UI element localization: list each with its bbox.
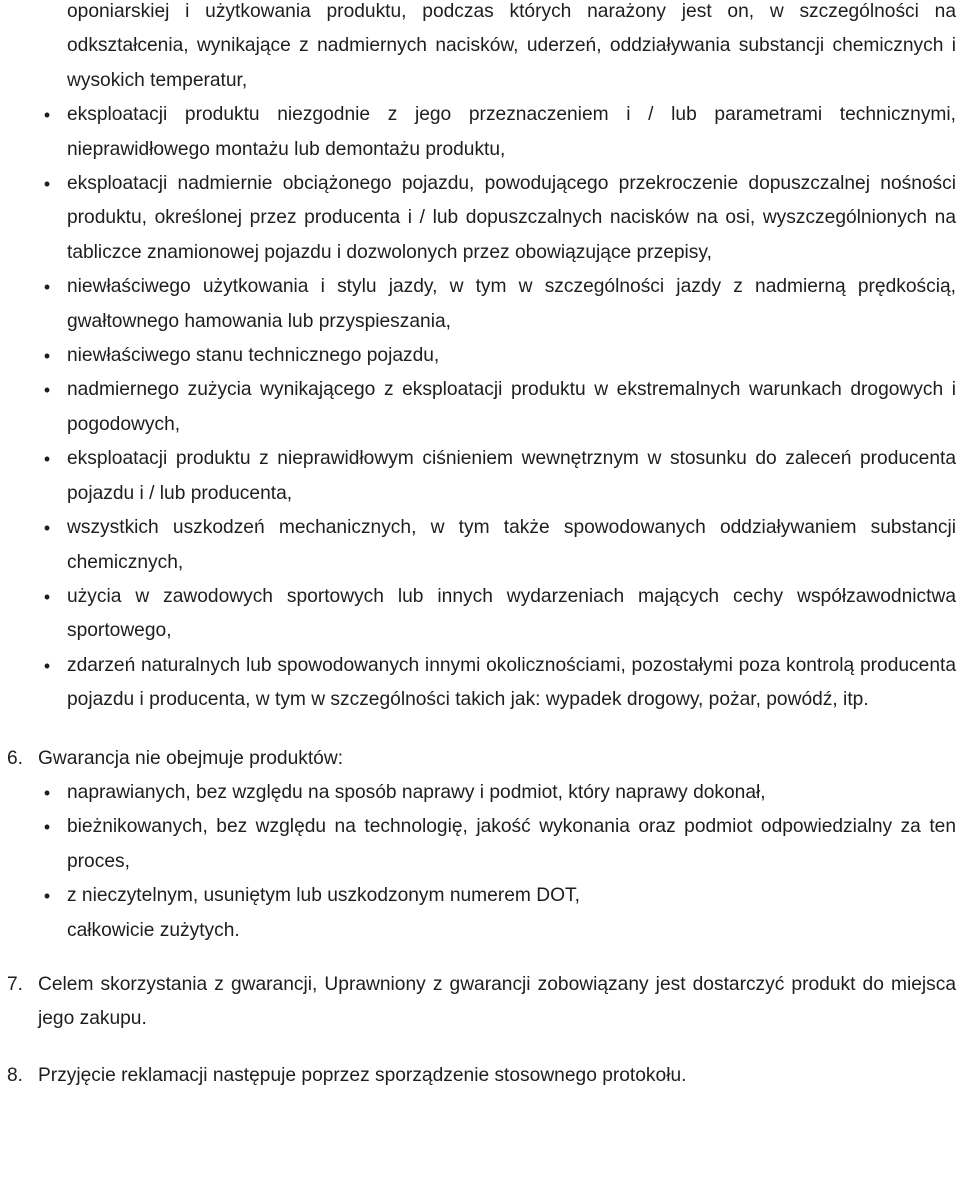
bullet-icon: •: [43, 380, 51, 401]
list-item-text: użycia w zawodowych sportowych lub innych wydarzeniach mających cechy współzawodnictwa sportowego,: [67, 585, 956, 642]
list-item-text: bieżnikowanych, bez względu na technologię, jakość wykonania oraz podmiot odpowiedzialny za ten proces,: [67, 816, 956, 872]
bullet-icon: •: [43, 817, 51, 838]
bullet-icon: •: [43, 105, 51, 126]
list-item: [0, 270, 960, 339]
section-7: [0, 968, 960, 1037]
bullet-icon: •: [43, 655, 51, 676]
list-item-text: z nieczytelnym, usuniętym lub uszkodzonym numerem DOT,: [67, 885, 580, 907]
section-text: Gwarancja nie obejmuje produktów:: [38, 747, 344, 769]
list-item-text: eksploatacji nadmiernie obciążonego pojazdu, powodującego przekroczenie dopuszczalnej nośności produktu, określonej przez producenta i / lub dopuszczalnych nacisków na osi, wyszczególnionych na tabliczce znamionowej pojazdu i dozwolonych przez obowiązujące przepisy,: [67, 173, 956, 263]
list-item-text: niewłaściwego użytkowania i stylu jazdy, w tym w szczególności jazdy z nadmierną prędkością, gwałtownego hamowania lub przyspieszania,: [67, 276, 956, 332]
list-item: [0, 776, 960, 810]
list-item: [0, 442, 960, 511]
bullet-icon: •: [43, 782, 51, 803]
bullet-icon: •: [43, 518, 51, 539]
list-item-text: wszystkich uszkodzeń mechanicznych, w tym także spowodowanych oddziaływaniem substancji chemicznych,: [67, 517, 956, 573]
list-item: [0, 339, 960, 373]
list-item-text: eksploatacji produktu z nieprawidłowym ciśnieniem wewnętrznym w stosunku do zaleceń producenta pojazdu i / lub producenta,: [67, 448, 956, 504]
continuation-paragraph: oponiarskiej i użytkowania produktu, podczas których narażony jest on, w szczególności na odkształcenia, wynikające z nadmiernych nacisków, uderzeń, oddziaływania substancji chemicznych i wysokich temperatur,: [67, 1, 956, 91]
list-item: [0, 511, 960, 580]
section-6: [0, 742, 960, 776]
bullet-icon: •: [43, 586, 51, 607]
list-item: [0, 649, 960, 718]
list-item-text: zdarzeń naturalnych lub spowodowanych innymi okolicznościami, pozostałymi poza kontrolą producenta pojazdu i producenta, w tym w szczególności takich jak: wypadek drogowy, pożar, powódź, itp.: [67, 654, 956, 711]
bullet-icon: •: [43, 449, 51, 470]
section-8: [0, 1059, 960, 1093]
bullet-icon: •: [43, 277, 51, 298]
list-item-text: nadmiernego zużycia wynikającego z eksploatacji produktu w ekstremalnych warunkach drogowych i pogodowych,: [67, 379, 956, 435]
list-item: [0, 167, 960, 270]
list-item-text: eksploatacji produktu niezgodnie z jego przeznaczeniem i / lub parametrami technicznymi, nieprawidłowego montażu lub demontażu produktu,: [67, 104, 956, 160]
bullet-icon: •: [43, 174, 51, 195]
spacer: [0, 718, 960, 742]
bullet-icon: •: [43, 886, 51, 907]
section-text: Celem skorzystania z gwarancji, Uprawniony z gwarancji zobowiązany jest dostarczyć produkt do miejsca jego zakupu.: [38, 973, 956, 1030]
list-item-text: niewłaściwego stanu technicznego pojazdu,: [67, 345, 440, 367]
section-number: 8.: [7, 1064, 24, 1086]
exclusions-list: [0, 98, 960, 717]
list-item: [0, 879, 960, 913]
section-number: 7.: [7, 973, 24, 995]
spacer: [0, 1037, 960, 1059]
list-item: [0, 373, 960, 442]
list-item: [0, 810, 960, 879]
bullet-icon: •: [43, 346, 51, 367]
section-number: 6.: [7, 747, 24, 769]
spacer: [0, 948, 960, 968]
list-item: [0, 580, 960, 649]
list-item-text: naprawianych, bez względu na sposób naprawy i podmiot, który naprawy dokonał,: [67, 781, 766, 803]
section-6-list: [0, 776, 960, 948]
list-item-trailing-text: całkowicie zużytych.: [67, 919, 240, 941]
list-item: [0, 98, 960, 167]
section-text: Przyjęcie reklamacji następuje poprzez sporządzenie stosownego protokołu.: [38, 1064, 687, 1086]
